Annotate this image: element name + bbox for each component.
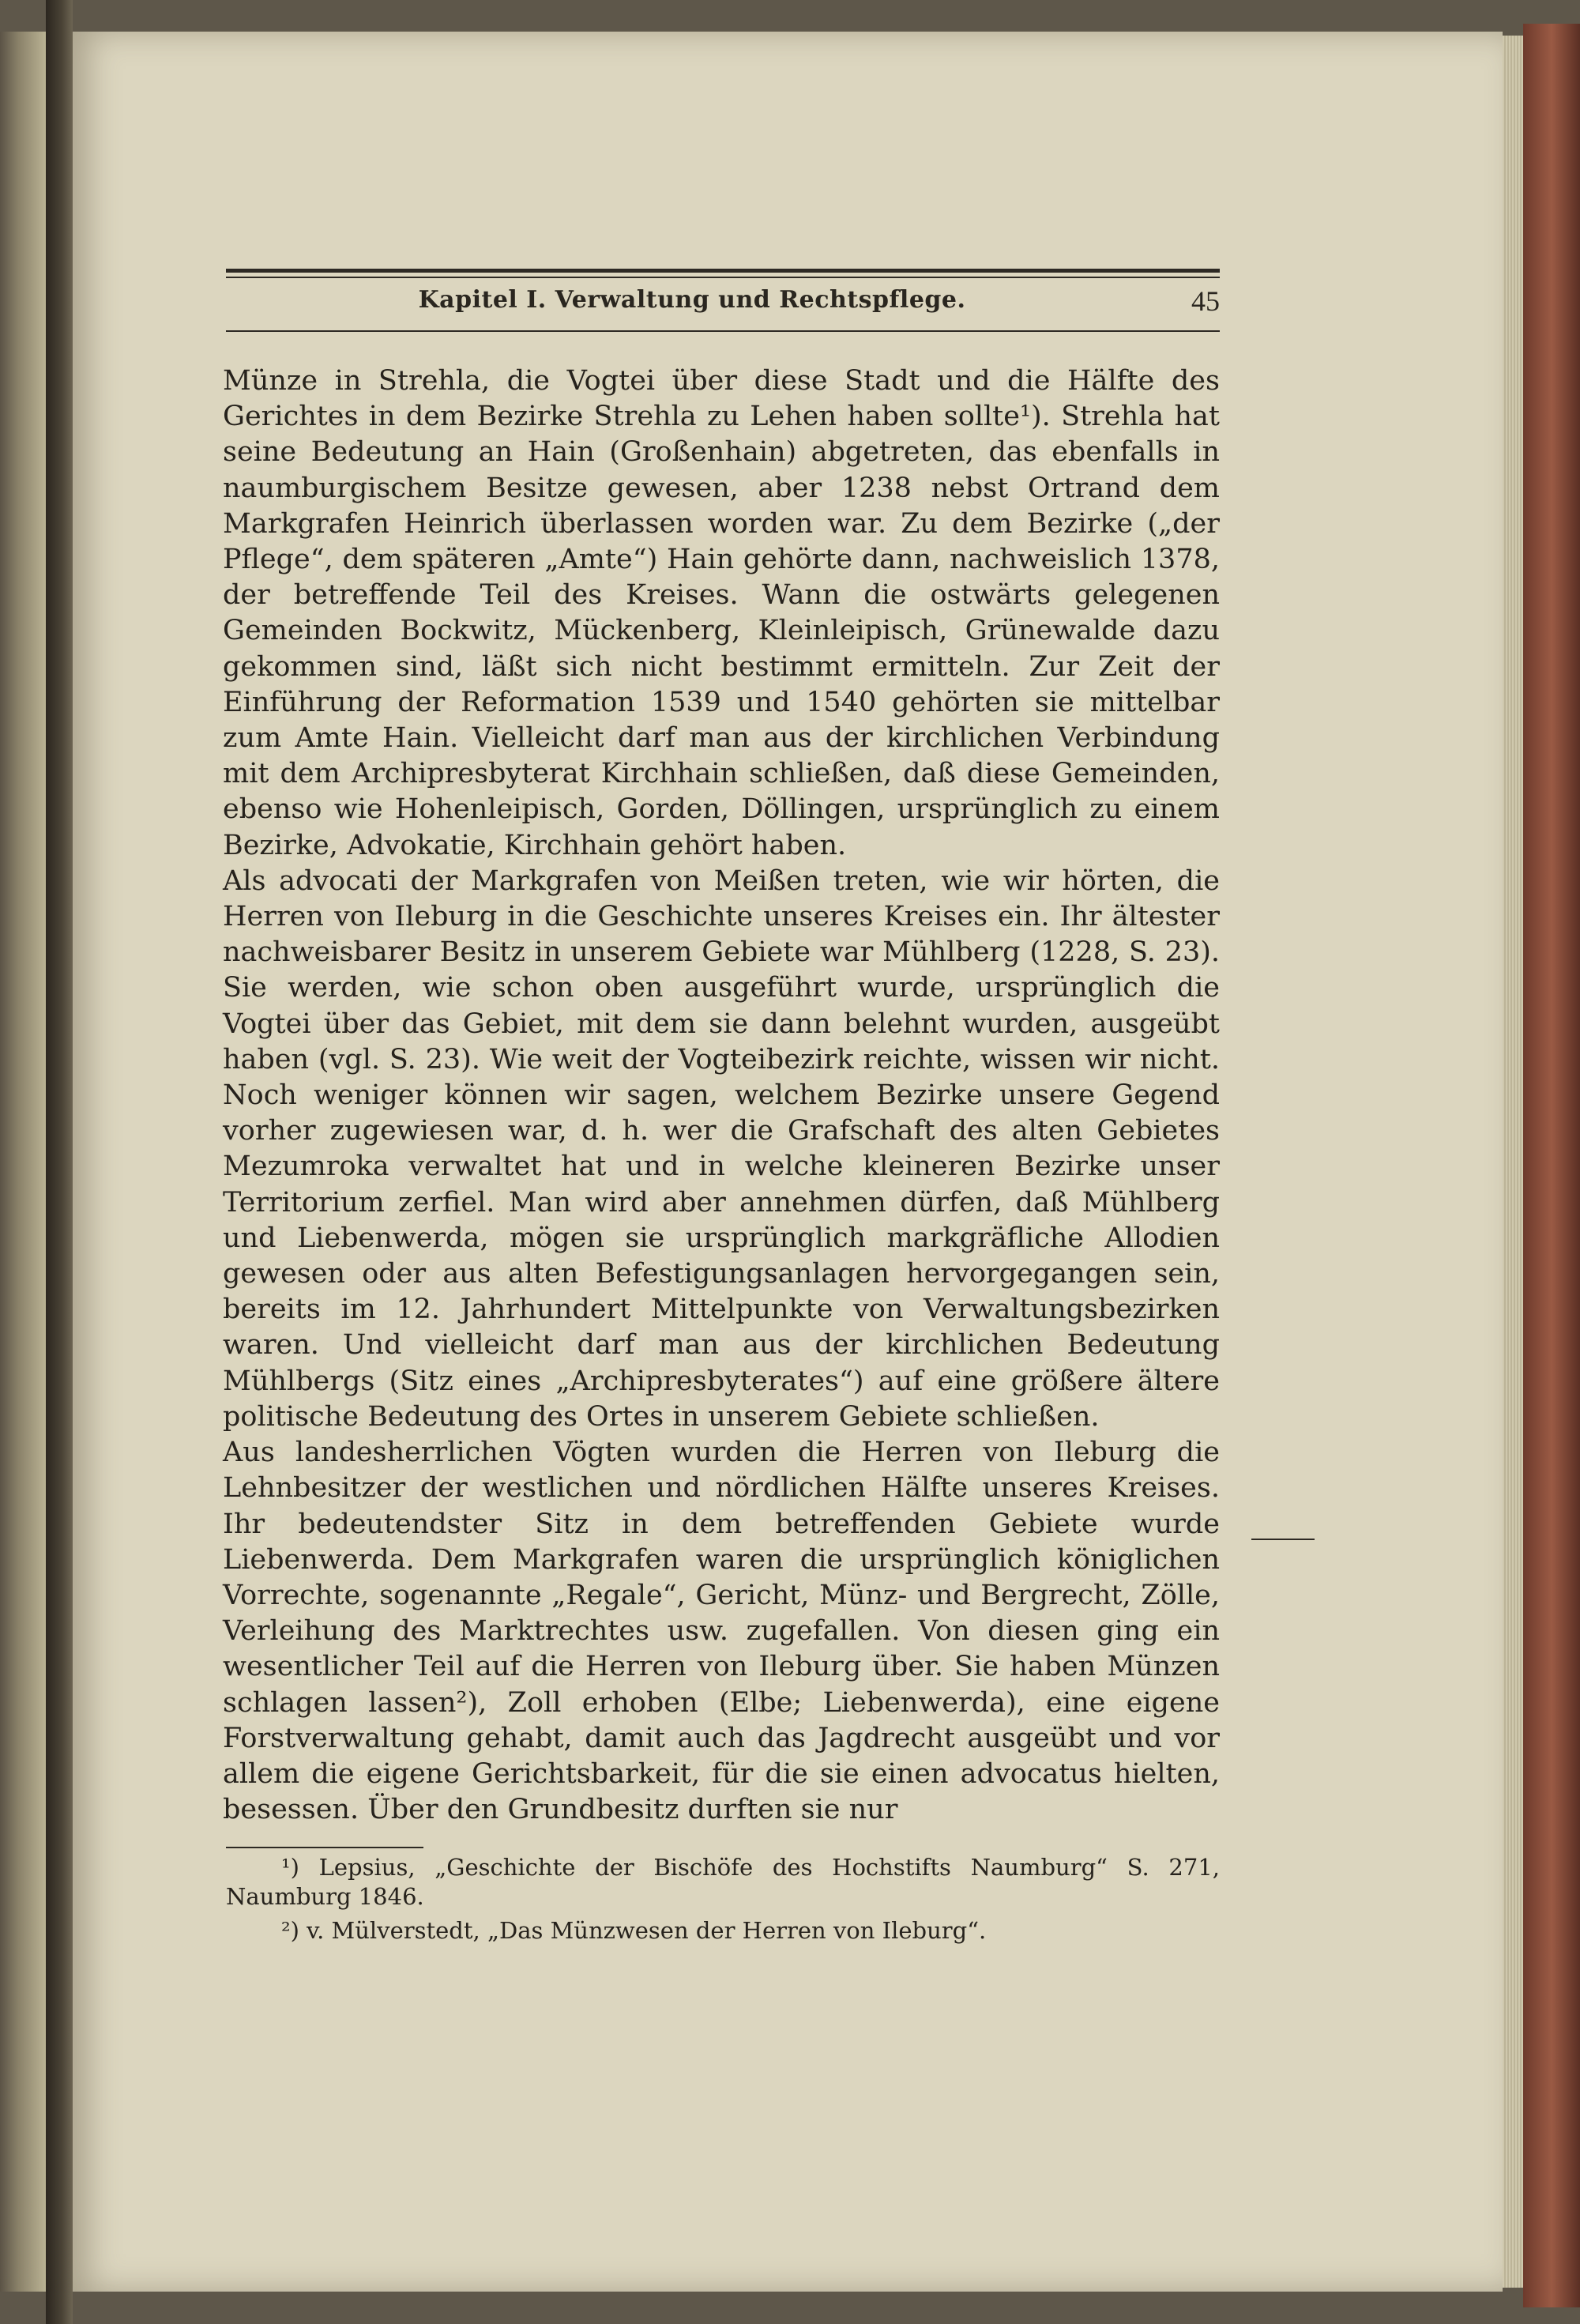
header-double-rule <box>226 269 1220 278</box>
page-header <box>226 269 1220 345</box>
paragraph: Aus landesherrlichen Vögten wurden die Herren von Ileburg die Lehnbesitzer der westlichen und nördlichen Hälfte unseres Kreises. Ihr bedeutendster Sitz in dem betreffenden Gebiete wurde Liebenwerda. Dem Markgrafen waren die ursprünglich königlichen Vorrechte, sogenannte „Regale“, Gericht, Münz- und Bergrecht, Zölle, Verleihung des Marktrechtes usw. zugefallen. Von diesen ging ein wesentlicher Teil auf die Herren von Ileburg über. Sie haben Münzen schlagen lassen²), Zoll erhoben (Elbe; Liebenwerda), eine eigene Forstverwaltung gehabt, damit auch das Jagdrecht ausgeübt und vor allem die eigene Gerichtsbarkeit, für die sie einen advocatus hielten, besessen. Über den Grundbesitz durften sie nur <box>223 1437 1220 1826</box>
book-gutter <box>46 0 73 2324</box>
paragraph: Als advocati der Markgrafen von Meißen treten, wie wir hörten, die Herren von Ileburg in die Geschichte unseres Kreises ein. Ihr ältester nachweisbarer Besitz in unserem Gebiete war Mühlberg (1228, S. 23). Sie werden, wie schon oben ausgeführt wurde, ursprünglich die Vogtei über das Gebiet, mit dem sie dann belehnt wurden, ausgeübt haben (vgl. S. 23). Wie weit der Vogteibezirk reichte, wissen wir nicht. Noch weniger können wir sagen, welchem Bezirke unsere Gegend vorher zugewiesen war, d. h. wer die Grafschaft des alten Gebietes Mezumroka verwaltet hat und in welche kleineren Bezirke unser Territorium zerfiel. Man wird aber annehmen dürfen, daß Mühlberg und Liebenwerda, mögen sie ursprünglich markgräfliche Allodien gewesen oder aus alten Befestigungsanlagen hervorgegangen sein, bereits im 12. Jahrhundert Mittelpunkte von Verwaltungsbezirken waren. Und vielleicht darf man aus der kirchlichen Bedeutung Mühlbergs (Sitz eines „Archipresbyterates“) auf eine größere ältere politische Bedeutung des Ortes in unserem Gebiete schließen. <box>223 864 1220 1433</box>
book-cover-edge <box>1523 24 1580 2307</box>
footnote: ²) v. Mülverstedt, „Das Münzwesen der Herren von Ileburg“. <box>281 1917 987 1944</box>
page-fore-edge <box>1503 36 1523 2288</box>
footnotes <box>226 1853 1220 1950</box>
margin-mark <box>1251 1539 1315 1540</box>
page-number: 45 <box>1191 285 1220 317</box>
body-text <box>223 363 1220 1828</box>
footnote-rule <box>226 1847 423 1848</box>
header-rule <box>226 330 1220 332</box>
paragraph: Münze in Strehla, die Vogtei über diese Stadt und die Hälfte des Gerichtes in dem Bezirke Strehla zu Lehen haben sollte¹). Strehla hat seine Bedeutung an Hain (Großenhain) abgetreten, das ebenfalls in naumburgischem Besitze gewesen, aber 1238 nebst Ortrand dem Markgrafen Heinrich überlassen worden war. Zu dem Bezirke („der Pflege“, dem späteren „Amte“) Hain gehörte dann, nachweislich 1378, der betreffende Teil des Kreises. Wann die ostwärts gelegenen Gemeinden Bockwitz, Mückenberg, Kleinleipisch, Grünewalde dazu gekommen sind, läßt sich nicht bestimmt ermitteln. Zur Zeit der Einführung der Reformation 1539 und 1540 gehörten sie mittelbar zum Amte Hain. Vielleicht darf man aus der kirchlichen Verbindung mit dem Archipresbyterat Kirchhain schließen, daß diese Gemeinden, ebenso wie Hohenleipisch, Gorden, Döllingen, ursprünglich zu einem Bezirke, Advokatie, Kirchhain gehört haben. <box>223 365 1220 861</box>
left-page-edge <box>0 32 46 2292</box>
footnote: ¹) Lepsius, „Geschichte der Bischöfe des Hochstifts Naumburg“ S. 271, Naumburg 1846. <box>226 1854 1220 1910</box>
running-head: Kapitel I. Verwaltung und Rechtspflege. <box>418 286 966 314</box>
